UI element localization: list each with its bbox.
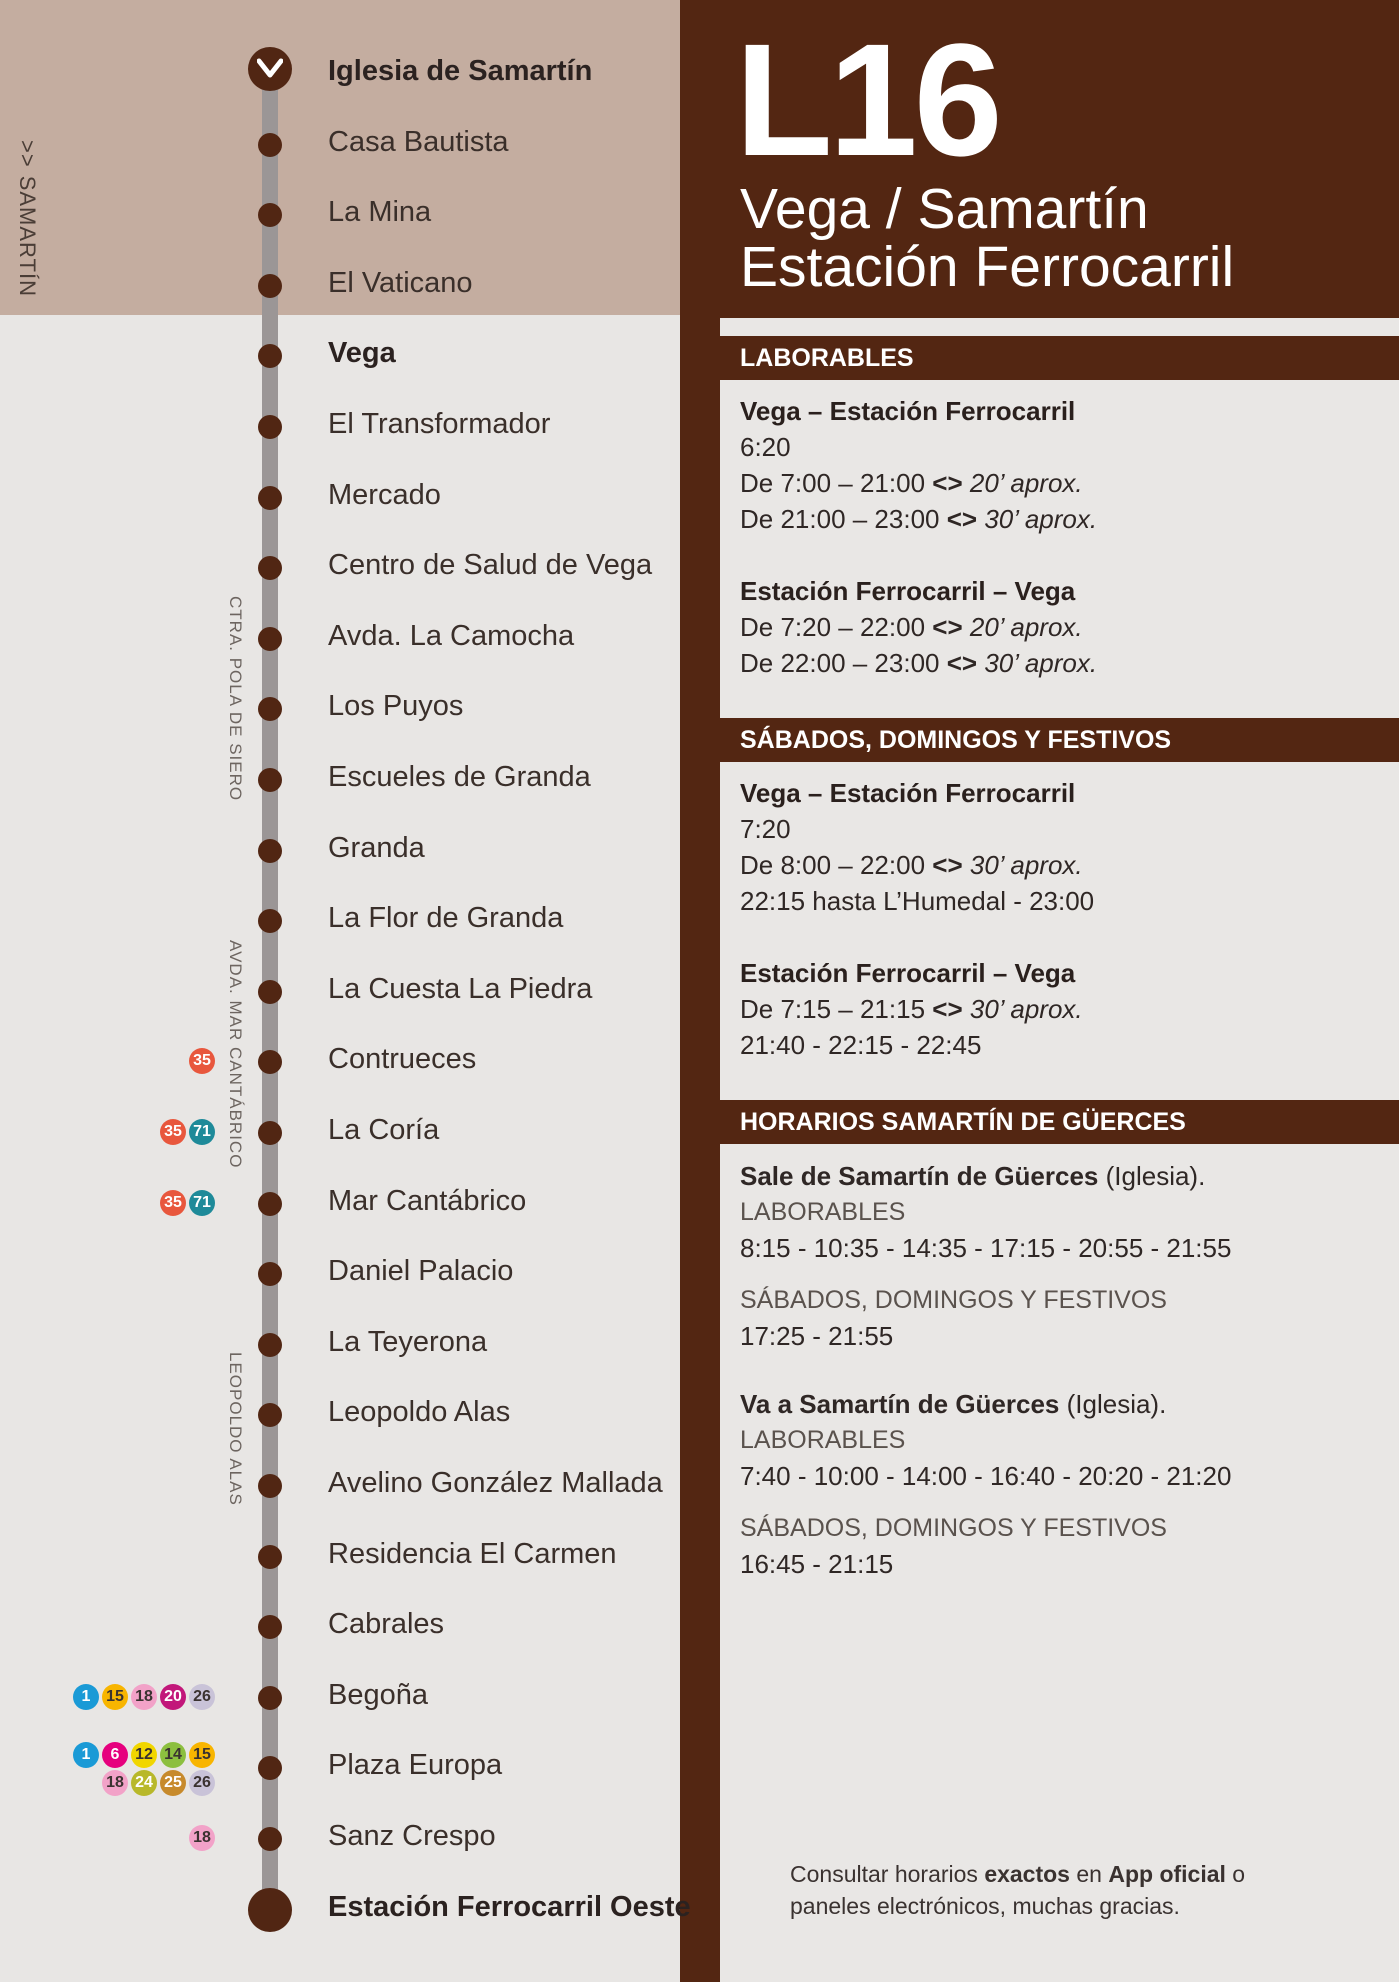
connection-badges (160, 1119, 215, 1145)
samartin-arrive-weekend-label: SÁBADOS, DOMINGOS Y FESTIVOS (740, 1514, 1167, 1542)
stop-name: Centro de Salud de Vega (328, 549, 653, 582)
stop-name: Plaza Europa (328, 1749, 503, 1782)
weekend-dir1-row2: 22:15 hasta L’Humedal - 23:00 (740, 886, 1095, 916)
stop-name: Cabrales (328, 1608, 445, 1641)
stop-dot-icon (258, 1050, 282, 1074)
stop-dot-icon (258, 1121, 282, 1145)
connection-badges (189, 1825, 215, 1851)
stop-dot-icon (258, 697, 282, 721)
stop-9 (0, 677, 680, 737)
connection-badges (102, 1770, 215, 1796)
line-badge-1: 1 (73, 1742, 99, 1768)
stop-11 (0, 819, 680, 879)
samartin-arrive-weekend: 16:45 - 21:15 (740, 1549, 894, 1579)
stop-2 (0, 183, 680, 243)
stop-dot-icon (258, 274, 282, 298)
laborables-schedule (740, 393, 1097, 681)
stop-name: La Flor de Granda (328, 902, 564, 935)
stop-dot-icon (258, 909, 282, 933)
stop-24 (0, 1736, 680, 1796)
line-badge-35: 35 (160, 1119, 186, 1145)
stop-dot-icon (258, 486, 282, 510)
stop-26 (0, 1878, 691, 1938)
stop-20 (0, 1454, 680, 1514)
samartin-depart-laborables-label: LABORABLES (740, 1198, 906, 1226)
chevron-down-icon (257, 58, 283, 80)
stop-dot-icon (258, 1756, 282, 1780)
stop-0 (0, 42, 680, 102)
stop-dot-icon (258, 1333, 282, 1357)
stop-dot-icon (258, 1474, 282, 1498)
stop-name: Sanz Crespo (328, 1820, 496, 1852)
laborables-dir2-title: Estación Ferrocarril – Vega (740, 576, 1076, 606)
stop-dot-icon (258, 1615, 282, 1639)
direction-arrows-icon: >> (15, 140, 40, 168)
direction-label: >>SAMARTÍN (15, 140, 40, 297)
line-badge-6: 6 (102, 1742, 128, 1768)
route-title-line2: Estación Ferrocarril (740, 235, 1235, 299)
stop-name: Avelino González Mallada (328, 1467, 663, 1499)
stop-25 (0, 1807, 680, 1867)
line-code: L16 (735, 10, 999, 189)
stop-dot-icon (258, 415, 282, 439)
stop-name: Avda. La Camocha (328, 619, 575, 652)
line-badge-71: 71 (189, 1119, 215, 1145)
weekend-dir1-row1: De 8:00 – 22:00 <> 30’ aprox. (740, 850, 1083, 880)
line-badge-71: 71 (189, 1190, 215, 1216)
stop-name: Escueles de Granda (328, 761, 591, 793)
samartin-depart-weekend: 17:25 - 21:55 (740, 1321, 894, 1351)
samartin-schedule (740, 1158, 1231, 1582)
stop-name: Daniel Palacio (328, 1255, 514, 1288)
street-label-pola-siero: CTRA. POLA DE SIERO (226, 596, 245, 802)
stop-name: Residencia El Carmen (328, 1537, 617, 1570)
stop-name: La Coría (328, 1114, 440, 1146)
stop-name: Estación Ferrocarril Oeste (328, 1890, 691, 1923)
stop-19 (0, 1383, 680, 1443)
stop-17 (0, 1242, 680, 1302)
samartin-arrive-laborables: 7:40 - 10:00 - 14:00 - 16:40 - 20:20 - 21:20 (740, 1461, 1232, 1491)
stop-dot-icon (258, 980, 282, 1004)
samartin-depart-laborables: 8:15 - 10:35 - 14:35 - 17:15 - 20:55 - 21:55 (740, 1233, 1232, 1263)
line-badge-25: 25 (160, 1770, 186, 1796)
stop-name: Begoña (328, 1678, 428, 1711)
stop-8 (0, 607, 680, 667)
line-badge-24: 24 (131, 1770, 157, 1796)
stop-name: Los Puyos (328, 690, 464, 723)
street-label-leopoldo-alas: LEOPOLDO ALAS (226, 1352, 245, 1506)
weekend-dir2-title: Estación Ferrocarril – Vega (740, 958, 1076, 988)
line-badge-26: 26 (189, 1770, 215, 1796)
stop-name: La Mina (328, 196, 432, 229)
stop-dot-icon (258, 839, 282, 863)
stop-name: Mercado (328, 478, 441, 511)
stop-12 (0, 889, 680, 949)
laborables-dir2-row2: De 22:00 – 23:00 <> 30’ aprox. (740, 648, 1098, 678)
weekend-header: SÁBADOS, DOMINGOS Y FESTIVOS (720, 718, 1399, 762)
laborables-dir1-first: 6:20 (740, 432, 791, 462)
weekend-dir1-first: 7:20 (740, 814, 791, 844)
footer-note: Consultar horarios exactos en App oficial o paneles electrónicos, muchas gracias. (790, 1861, 1246, 1919)
samartin-depart-weekend-label: SÁBADOS, DOMINGOS Y FESTIVOS (740, 1286, 1167, 1314)
connection-badges (73, 1684, 215, 1710)
stop-16 (0, 1172, 680, 1232)
samartin-arrive-laborables-label: LABORABLES (740, 1426, 906, 1454)
stop-name: Iglesia de Samartín (328, 55, 593, 87)
laborables-dir1-row1: De 7:00 – 21:00 <> 20’ aprox. (740, 468, 1083, 498)
stop-name: Casa Bautista (328, 125, 509, 158)
stop-dot-icon (258, 1403, 282, 1427)
route-title (740, 177, 1235, 299)
line-badge-18: 18 (102, 1770, 128, 1796)
stop-dot-icon (258, 556, 282, 580)
connection-badges (160, 1190, 215, 1216)
samartin-depart-title: Sale de Samartín de Güerces (Iglesia). (740, 1161, 1206, 1191)
stop-dot-icon (258, 1686, 282, 1710)
weekend-dir2-row1: De 7:15 – 21:15 <> 30’ aprox. (740, 994, 1083, 1024)
line-badge-26: 26 (189, 1684, 215, 1710)
stop-dot-icon (258, 133, 282, 157)
stop-21 (0, 1525, 680, 1585)
street-label-mar-cantabrico: AVDA. MAR CANTÁBRICO (226, 940, 245, 1169)
start-marker-icon (248, 47, 292, 91)
stop-5 (0, 395, 680, 455)
line-badge-35: 35 (160, 1190, 186, 1216)
stop-23 (0, 1666, 680, 1726)
stop-6 (0, 466, 680, 526)
samartin-arrive-title: Va a Samartín de Güerces (Iglesia). (740, 1389, 1167, 1419)
weekend-schedule (740, 775, 1094, 1063)
line-badge-14: 14 (160, 1742, 186, 1768)
line-badge-15: 15 (189, 1742, 215, 1768)
stop-name: Vega (328, 337, 396, 370)
line-badge-1: 1 (73, 1684, 99, 1710)
stop-18 (0, 1313, 680, 1373)
connection-badges (73, 1742, 215, 1768)
stop-name: Leopoldo Alas (328, 1396, 511, 1429)
samartin-header: HORARIOS SAMARTÍN DE GÜERCES (720, 1100, 1399, 1144)
route-title-line1: Vega / Samartín (740, 177, 1149, 241)
stop-7 (0, 536, 680, 596)
stop-dot-icon (258, 627, 282, 651)
line-badge-35: 35 (189, 1048, 215, 1074)
stop-22 (0, 1595, 680, 1655)
stop-dot-icon (258, 344, 282, 368)
weekend-dir2-row2: 21:40 - 22:15 - 22:45 (740, 1030, 982, 1060)
stop-name: El Transformador (328, 408, 551, 440)
stop-3 (0, 254, 680, 314)
laborables-dir2-row1: De 7:20 – 22:00 <> 20’ aprox. (740, 612, 1083, 642)
stop-name: Contrueces (328, 1043, 477, 1076)
stop-dot-icon (258, 1192, 282, 1216)
line-badge-12: 12 (131, 1742, 157, 1768)
line-badge-18: 18 (131, 1684, 157, 1710)
stop-13 (0, 960, 680, 1020)
laborables-dir1-row2: De 21:00 – 23:00 <> 30’ aprox. (740, 504, 1098, 534)
stop-10 (0, 748, 680, 808)
stop-dot-icon (258, 1545, 282, 1569)
laborables-header: LABORABLES (720, 336, 1399, 380)
stop-name: La Teyerona (328, 1325, 488, 1358)
line-badge-15: 15 (102, 1684, 128, 1710)
line-badge-18: 18 (189, 1825, 215, 1851)
end-marker-icon (248, 1888, 292, 1932)
laborables-dir1-title: Vega – Estación Ferrocarril (740, 396, 1076, 426)
line-badge-20: 20 (160, 1684, 186, 1710)
stop-dot-icon (258, 768, 282, 792)
stop-name: Mar Cantábrico (328, 1184, 527, 1217)
stop-4 (0, 324, 680, 384)
stop-dot-icon (258, 1262, 282, 1286)
stop-name: Granda (328, 831, 425, 864)
stop-dot-icon (258, 203, 282, 227)
connection-badges (189, 1048, 215, 1074)
stop-14 (0, 1030, 680, 1090)
stop-name: El Vaticano (328, 266, 473, 299)
stop-15 (0, 1101, 680, 1161)
stop-dot-icon (258, 1827, 282, 1851)
stop-name: La Cuesta La Piedra (328, 972, 593, 1005)
weekend-dir1-title: Vega – Estación Ferrocarril (740, 778, 1076, 808)
stop-1 (0, 113, 680, 173)
